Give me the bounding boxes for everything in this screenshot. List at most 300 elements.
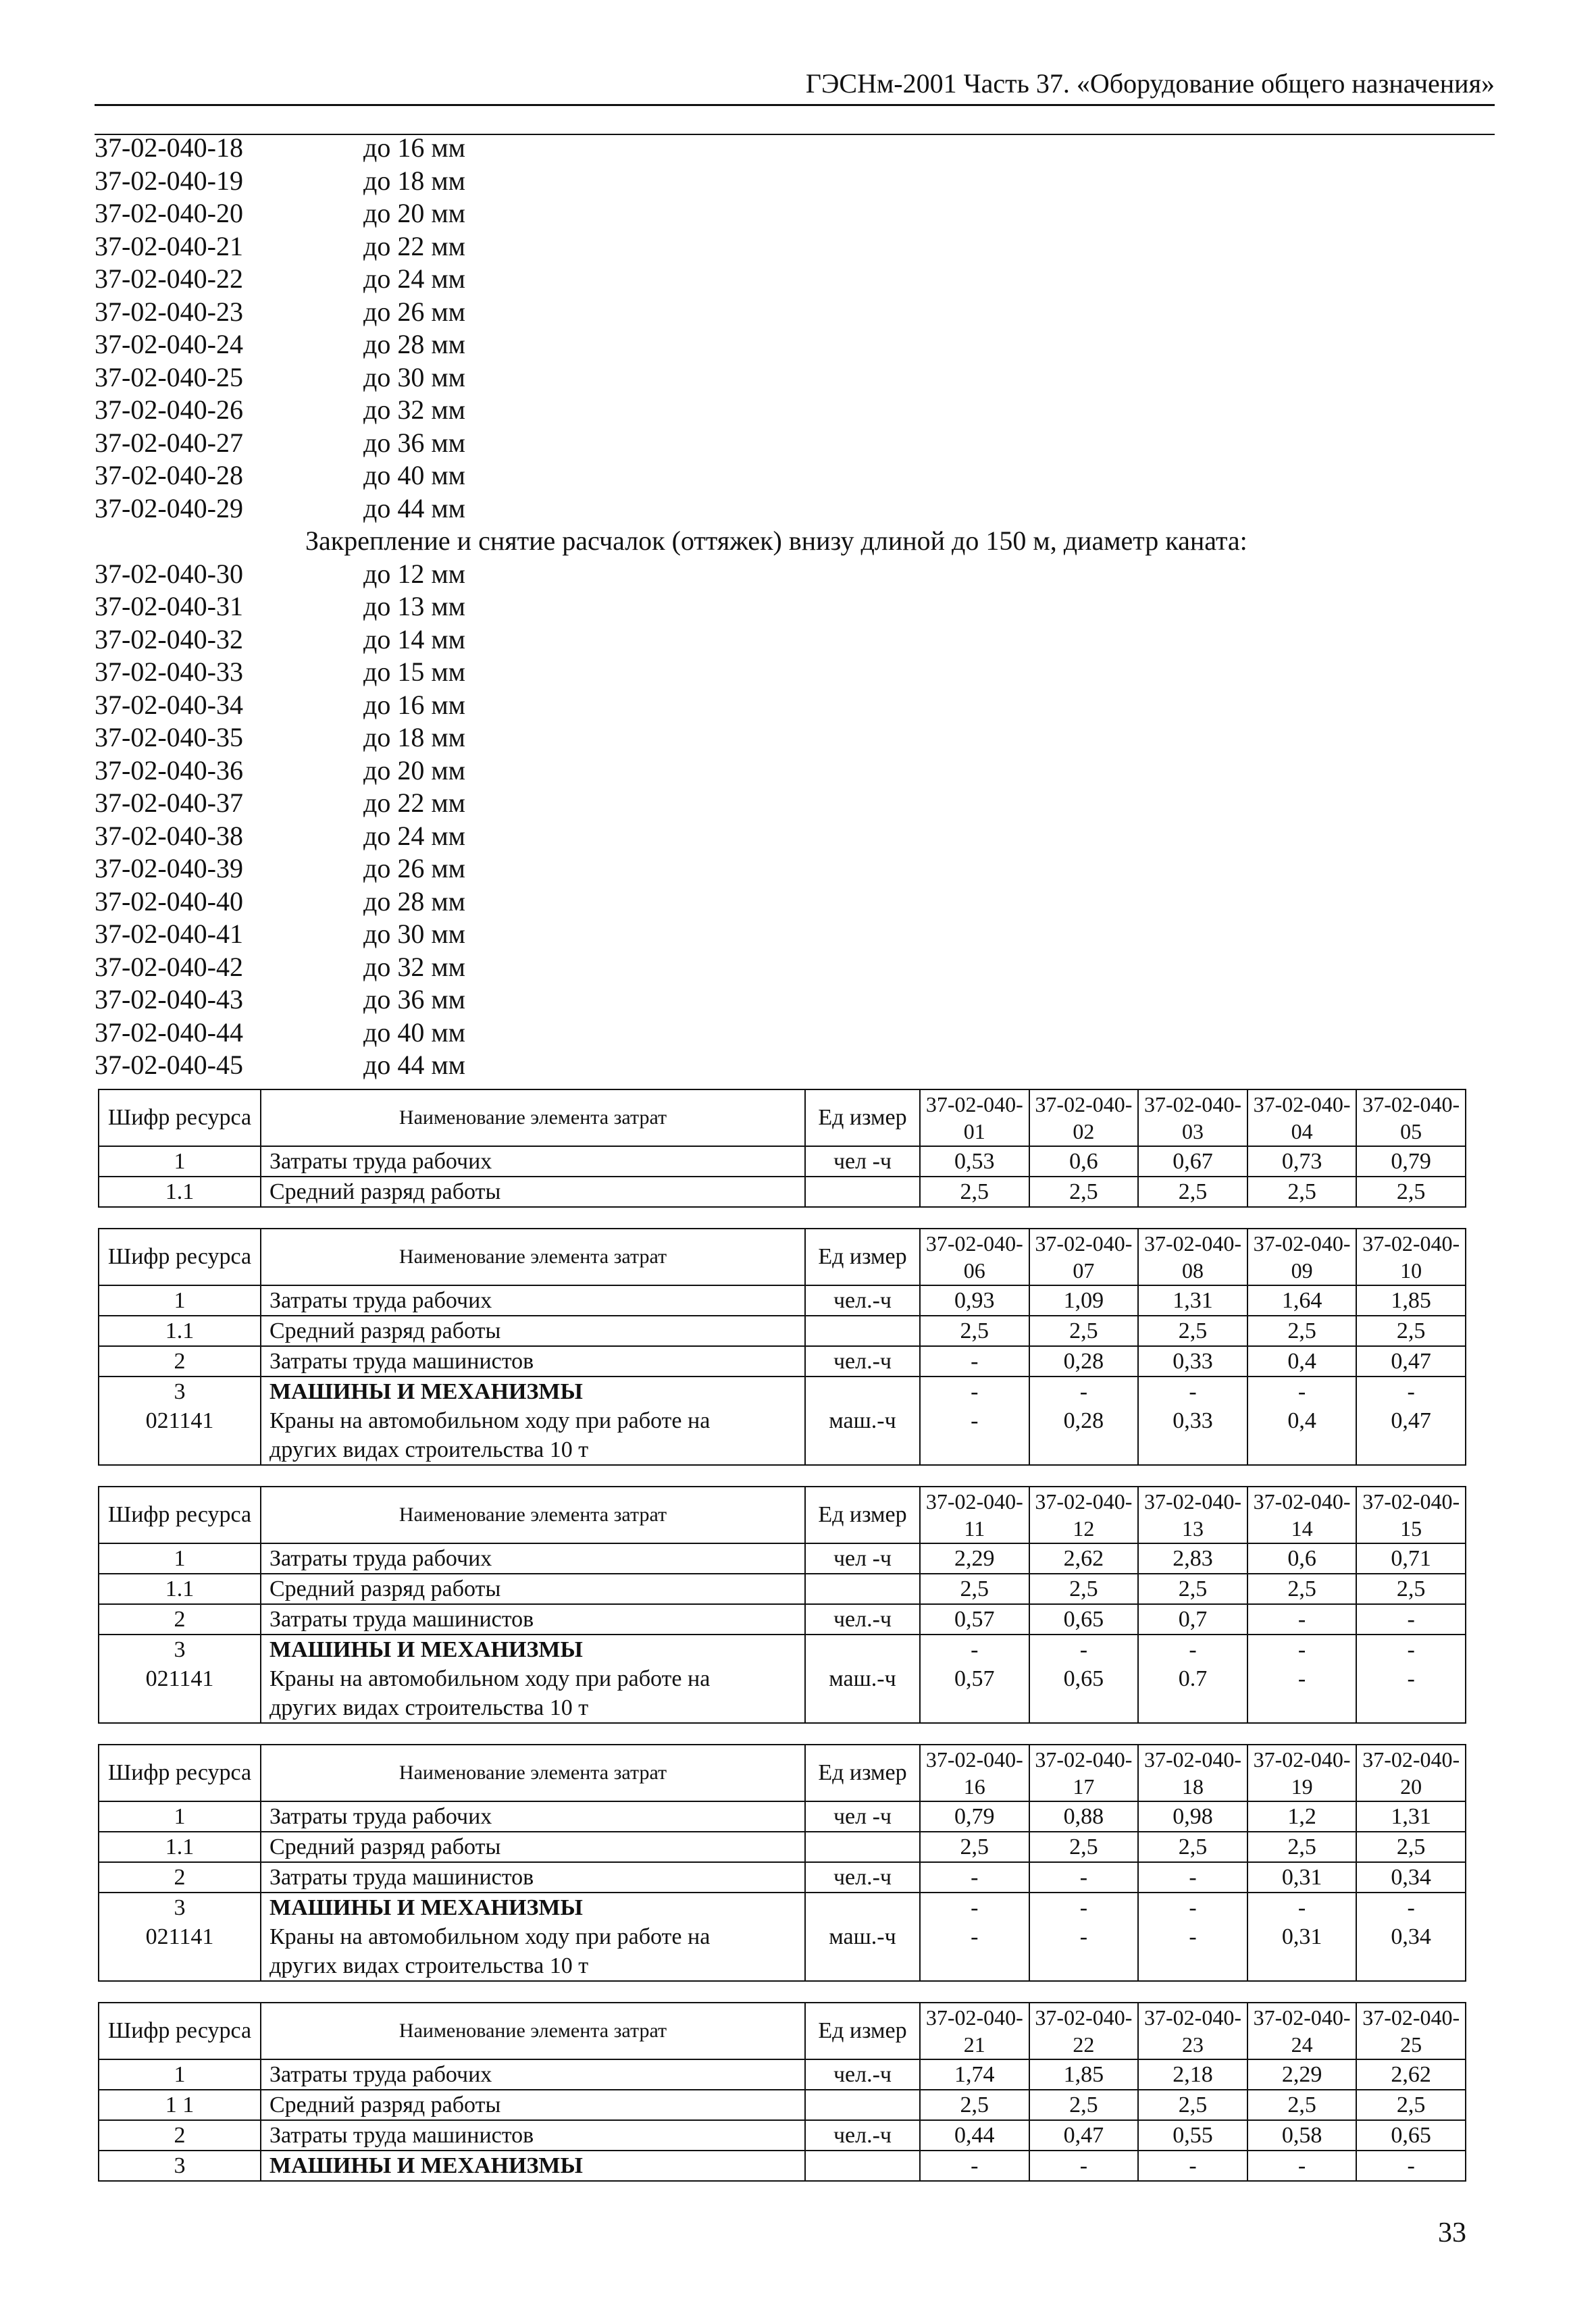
cell-unit: чел -ч bbox=[805, 1801, 920, 1832]
cell-shifr: 1 bbox=[99, 2059, 261, 2090]
cell-value: 2,5 bbox=[1247, 2090, 1357, 2120]
code-number: 37-02-040-19 bbox=[95, 165, 243, 196]
code-row bbox=[95, 852, 1499, 885]
header-code: 37-02-040-15 bbox=[1356, 1487, 1466, 1543]
cell-value: - bbox=[920, 1406, 1029, 1435]
cell-unit bbox=[805, 1177, 920, 1207]
machines-title-row bbox=[99, 1377, 1466, 1406]
code-row bbox=[95, 754, 1499, 788]
code-description: до 40 мм bbox=[363, 460, 465, 490]
cell-value: 0,55 bbox=[1138, 2120, 1247, 2151]
cell-value: 2,62 bbox=[1029, 1543, 1139, 1574]
resource-table bbox=[98, 1089, 1466, 1208]
code-number: 37-02-040-43 bbox=[95, 984, 243, 1014]
cell-value: 2,5 bbox=[1029, 2090, 1139, 2120]
cell-value bbox=[1356, 1951, 1466, 1981]
resource-table bbox=[98, 2002, 1466, 2182]
table-row bbox=[99, 1177, 1466, 1207]
cell-value bbox=[920, 1435, 1029, 1465]
header-code: 37-02-040-12 bbox=[1029, 1487, 1139, 1543]
cell-value: 2,62 bbox=[1356, 2059, 1466, 2090]
cell-value: 2,5 bbox=[920, 1177, 1029, 1207]
cell-value: 0,67 bbox=[1138, 1146, 1247, 1177]
cell-value: 0,79 bbox=[1356, 1146, 1466, 1177]
cell-name: Средний разряд работы bbox=[261, 1177, 805, 1207]
cell-value: 0,65 bbox=[1029, 1604, 1139, 1635]
cell-value: - bbox=[1247, 1377, 1357, 1406]
cell-value: 0,6 bbox=[1029, 1146, 1139, 1177]
code-number: 37-02-040-39 bbox=[95, 853, 243, 883]
table-row bbox=[99, 1862, 1466, 1893]
cell-value: 1,74 bbox=[920, 2059, 1029, 2090]
cell-name: Затраты труда рабочих bbox=[261, 1543, 805, 1574]
cell-value: 2,5 bbox=[1247, 1574, 1357, 1604]
cell-value: 0,31 bbox=[1247, 1862, 1357, 1893]
code-row bbox=[95, 951, 1499, 984]
cell-value bbox=[1029, 1693, 1139, 1723]
header-code: 37-02-040-21 bbox=[920, 2003, 1029, 2059]
cell-unit: чел.-ч bbox=[805, 2059, 920, 2090]
cell-value: - bbox=[1247, 2151, 1357, 2181]
section-heading: Закрепление и снятие расчалок (оттяжек) внизу длиной до 150 м, диаметр каната: bbox=[305, 525, 1247, 556]
header-code: 37-02-040-18 bbox=[1138, 1745, 1247, 1801]
machine-item-name-cont: других видах строительства 10 т bbox=[261, 1435, 805, 1465]
cell-name: Затраты труда машинистов bbox=[261, 1346, 805, 1377]
code-description: до 36 мм bbox=[363, 984, 465, 1014]
cell-unit: чел.-ч bbox=[805, 1346, 920, 1377]
machine-item-name-cont: других видах строительства 10 т bbox=[261, 1951, 805, 1981]
cell-value bbox=[920, 1693, 1029, 1723]
code-number: 37-02-040-32 bbox=[95, 623, 243, 654]
code-row bbox=[95, 197, 1499, 230]
machine-item-row bbox=[99, 1922, 1466, 1951]
cell-value: 2,5 bbox=[1356, 2090, 1466, 2120]
table-row bbox=[99, 1801, 1466, 1832]
cell-shifr: 021141 bbox=[99, 1406, 261, 1435]
cell-shifr: 2 bbox=[99, 2120, 261, 2151]
machine-item-row bbox=[99, 1664, 1466, 1693]
cell-value: - bbox=[920, 1922, 1029, 1951]
cell-unit bbox=[805, 2151, 920, 2181]
cell-value: 2,5 bbox=[1138, 1316, 1247, 1346]
code-description: до 26 мм bbox=[363, 853, 465, 883]
table-row bbox=[99, 1574, 1466, 1604]
cell-shifr: 021141 bbox=[99, 1664, 261, 1693]
code-row bbox=[95, 820, 1499, 853]
machine-item-row-cont bbox=[99, 1693, 1466, 1723]
cell-value: 2,5 bbox=[920, 1316, 1029, 1346]
table-row bbox=[99, 1285, 1466, 1316]
cell-shifr: 1 bbox=[99, 1801, 261, 1832]
header-unit: Ед измер bbox=[805, 1745, 920, 1801]
cell-name: Средний разряд работы bbox=[261, 1574, 805, 1604]
header-shifr: Шифр ресурса bbox=[99, 2003, 261, 2059]
cell-value: 0,6 bbox=[1247, 1543, 1357, 1574]
cell-unit: маш.-ч bbox=[805, 1406, 920, 1435]
cell-value: - bbox=[1356, 1377, 1466, 1406]
header-name: Наименование элемента затрат bbox=[261, 1487, 805, 1543]
cell-value: 2,5 bbox=[920, 1832, 1029, 1862]
cell-shifr: 1.1 bbox=[99, 1177, 261, 1207]
code-number: 37-02-040-21 bbox=[95, 230, 243, 261]
cell-value: - bbox=[920, 2151, 1029, 2181]
code-description: до 30 мм bbox=[363, 919, 465, 949]
cell-value: 1,31 bbox=[1138, 1285, 1247, 1316]
cell-value: 2,5 bbox=[1138, 1177, 1247, 1207]
cell-value: 2,5 bbox=[1138, 2090, 1247, 2120]
code-description: до 22 мм bbox=[363, 230, 465, 261]
header-code: 37-02-040-02 bbox=[1029, 1089, 1139, 1146]
cell-value: 0,47 bbox=[1356, 1406, 1466, 1435]
code-description: до 20 мм bbox=[363, 198, 465, 228]
header-code: 37-02-040-23 bbox=[1138, 2003, 1247, 2059]
header-code: 37-02-040-25 bbox=[1356, 2003, 1466, 2059]
header-code: 37-02-040-16 bbox=[920, 1745, 1029, 1801]
code-description: до 32 мм bbox=[363, 394, 465, 425]
code-number: 37-02-040-31 bbox=[95, 591, 243, 621]
header-code: 37-02-040-19 bbox=[1247, 1745, 1357, 1801]
cell-value: - bbox=[1247, 1635, 1357, 1664]
cell-value: - bbox=[1029, 1635, 1139, 1664]
cell-unit: чел -ч bbox=[805, 1543, 920, 1574]
cell-value: 1,09 bbox=[1029, 1285, 1139, 1316]
header-name: Наименование элемента затрат bbox=[261, 2003, 805, 2059]
cell-unit: чел.-ч bbox=[805, 1285, 920, 1316]
machine-item-name: Краны на автомобильном ходу при работе на bbox=[261, 1406, 805, 1435]
table-row bbox=[99, 2059, 1466, 2090]
code-row bbox=[95, 656, 1499, 689]
code-number: 37-02-040-29 bbox=[95, 492, 243, 523]
cell-value bbox=[1247, 1693, 1357, 1723]
cell-value: 0,7 bbox=[1138, 1604, 1247, 1635]
code-row bbox=[95, 689, 1499, 722]
cell-value: 2,5 bbox=[1029, 1574, 1139, 1604]
code-number: 37-02-040-35 bbox=[95, 722, 243, 752]
code-number: 37-02-040-22 bbox=[95, 263, 243, 294]
code-row bbox=[95, 492, 1499, 525]
code-number: 37-02-040-38 bbox=[95, 820, 243, 851]
header-code: 37-02-040-14 bbox=[1247, 1487, 1357, 1543]
code-description: до 40 мм bbox=[363, 1017, 465, 1048]
table-row bbox=[99, 1604, 1466, 1635]
cell-value: 2,5 bbox=[1029, 1177, 1139, 1207]
cell-value bbox=[1138, 1435, 1247, 1465]
cell-unit: чел.-ч bbox=[805, 1604, 920, 1635]
header-code: 37-02-040-20 bbox=[1356, 1745, 1466, 1801]
code-number: 37-02-040-24 bbox=[95, 329, 243, 359]
cell-value: - bbox=[1029, 1893, 1139, 1922]
code-description: до 18 мм bbox=[363, 165, 465, 196]
cell-value: 1,85 bbox=[1029, 2059, 1139, 2090]
code-description: до 30 мм bbox=[363, 361, 465, 392]
cell-value bbox=[1029, 1951, 1139, 1981]
header-code: 37-02-040-24 bbox=[1247, 2003, 1357, 2059]
cell-value: 2,5 bbox=[1247, 1177, 1357, 1207]
code-row bbox=[95, 263, 1499, 296]
cell-value bbox=[1356, 1693, 1466, 1723]
cell-unit: маш.-ч bbox=[805, 1664, 920, 1693]
code-description: до 12 мм bbox=[363, 558, 465, 589]
cell-value: 2,5 bbox=[1138, 1832, 1247, 1862]
cell-unit bbox=[805, 1951, 920, 1981]
cell-value: 2,5 bbox=[1356, 1832, 1466, 1862]
cell-name: Затраты труда рабочих bbox=[261, 1801, 805, 1832]
cell-shifr: 021141 bbox=[99, 1922, 261, 1951]
code-row bbox=[95, 132, 1499, 165]
machine-item-name: Краны на автомобильном ходу при работе на bbox=[261, 1664, 805, 1693]
code-row bbox=[95, 1049, 1499, 1082]
machines-title: МАШИНЫ И МЕХАНИЗМЫ bbox=[261, 1893, 805, 1922]
cell-shifr: 2 bbox=[99, 1604, 261, 1635]
cell-value: 2,5 bbox=[920, 2090, 1029, 2120]
header-code: 37-02-040-11 bbox=[920, 1487, 1029, 1543]
table-header-row bbox=[99, 1487, 1466, 1543]
code-description: до 28 мм bbox=[363, 885, 465, 917]
cell-value: - bbox=[1356, 1664, 1466, 1693]
cell-shifr bbox=[99, 1435, 261, 1465]
table-row bbox=[99, 1346, 1466, 1377]
code-number: 37-02-040-33 bbox=[95, 657, 243, 687]
cell-shifr bbox=[99, 1693, 261, 1723]
code-description: до 16 мм bbox=[363, 132, 465, 163]
cell-value: 0,93 bbox=[920, 1285, 1029, 1316]
cell-value: 0,31 bbox=[1247, 1922, 1357, 1951]
cell-value: - bbox=[920, 1377, 1029, 1406]
code-description: до 44 мм bbox=[363, 1050, 465, 1080]
machine-item-row-cont bbox=[99, 1951, 1466, 1981]
cell-value: - bbox=[1029, 1922, 1139, 1951]
table-header-row bbox=[99, 1745, 1466, 1801]
cell-value: 2,5 bbox=[1029, 1832, 1139, 1862]
cell-value: 0,34 bbox=[1356, 1922, 1466, 1951]
code-row bbox=[95, 427, 1499, 460]
cell-value: 0,88 bbox=[1029, 1801, 1139, 1832]
code-number: 37-02-040-36 bbox=[95, 754, 243, 786]
cell-value: - bbox=[1138, 1893, 1247, 1922]
header-shifr: Шифр ресурса bbox=[99, 1745, 261, 1801]
code-row bbox=[95, 623, 1499, 657]
header-code: 37-02-040-01 bbox=[920, 1089, 1029, 1146]
cell-shifr: 3 bbox=[99, 1377, 261, 1406]
table-header-row bbox=[99, 1229, 1466, 1285]
cell-value bbox=[920, 1951, 1029, 1981]
code-number: 37-02-040-23 bbox=[95, 296, 243, 327]
code-number: 37-02-040-44 bbox=[95, 1017, 243, 1048]
cell-value: 2,5 bbox=[1029, 1316, 1139, 1346]
code-description: до 26 мм bbox=[363, 296, 465, 327]
cell-value: 2,5 bbox=[920, 1574, 1029, 1604]
cell-value: - bbox=[1247, 1664, 1357, 1693]
cell-name: Затраты труда рабочих bbox=[261, 1146, 805, 1177]
cell-name: Средний разряд работы bbox=[261, 1316, 805, 1346]
cell-value: 0,28 bbox=[1029, 1346, 1139, 1377]
code-description: до 44 мм bbox=[363, 492, 465, 523]
cell-name: Затраты труда рабочих bbox=[261, 2059, 805, 2090]
cell-value: 0,4 bbox=[1247, 1406, 1357, 1435]
code-row bbox=[95, 590, 1499, 623]
table-header-row bbox=[99, 1089, 1466, 1146]
cell-value: - bbox=[1356, 1893, 1466, 1922]
table-row bbox=[99, 1146, 1466, 1177]
cell-name: Средний разряд работы bbox=[261, 2090, 805, 2120]
code-description: до 32 мм bbox=[363, 951, 465, 982]
header-code: 37-02-040-09 bbox=[1247, 1229, 1357, 1285]
code-number: 37-02-040-30 bbox=[95, 558, 243, 589]
cell-unit bbox=[805, 1635, 920, 1664]
code-row bbox=[95, 885, 1499, 919]
header-code: 37-02-040-08 bbox=[1138, 1229, 1247, 1285]
cell-shifr: 1 bbox=[99, 1285, 261, 1316]
cell-value bbox=[1247, 1435, 1357, 1465]
cell-value: - bbox=[1138, 2151, 1247, 2181]
cell-value: 0,57 bbox=[920, 1604, 1029, 1635]
header-name: Наименование элемента затрат bbox=[261, 1229, 805, 1285]
cell-value: - bbox=[1029, 2151, 1139, 2181]
cell-value: 0,79 bbox=[920, 1801, 1029, 1832]
cell-value: 0,57 bbox=[920, 1664, 1029, 1693]
header-name: Наименование элемента затрат bbox=[261, 1745, 805, 1801]
cell-unit bbox=[805, 1435, 920, 1465]
code-number: 37-02-040-34 bbox=[95, 689, 243, 720]
header-name: Наименование элемента затрат bbox=[261, 1089, 805, 1146]
cell-unit: маш.-ч bbox=[805, 1922, 920, 1951]
cell-value: - bbox=[1247, 1604, 1357, 1635]
code-row bbox=[95, 361, 1499, 394]
cell-value: 2,5 bbox=[1356, 1316, 1466, 1346]
machines-title-row bbox=[99, 1893, 1466, 1922]
resource-table bbox=[98, 1486, 1466, 1724]
machine-item-name: Краны на автомобильном ходу при работе на bbox=[261, 1922, 805, 1951]
cell-unit bbox=[805, 2090, 920, 2120]
cell-unit bbox=[805, 1893, 920, 1922]
code-number: 37-02-040-41 bbox=[95, 919, 243, 949]
cell-value: - bbox=[1138, 1922, 1247, 1951]
code-description: до 24 мм bbox=[363, 263, 465, 294]
code-description: до 16 мм bbox=[363, 689, 465, 720]
cell-unit bbox=[805, 1693, 920, 1723]
page-header bbox=[95, 66, 1495, 106]
cell-shifr: 1 bbox=[99, 1543, 261, 1574]
header-code: 37-02-040-10 bbox=[1356, 1229, 1466, 1285]
cell-value: - bbox=[1356, 1635, 1466, 1664]
resource-table bbox=[98, 1744, 1466, 1982]
header-code: 37-02-040-06 bbox=[920, 1229, 1029, 1285]
table-row bbox=[99, 1543, 1466, 1574]
machine-item-row bbox=[99, 1406, 1466, 1435]
cell-value: 2,83 bbox=[1138, 1543, 1247, 1574]
machines-title-row bbox=[99, 1635, 1466, 1664]
cell-value: 0,4 bbox=[1247, 1346, 1357, 1377]
header-code: 37-02-040-17 bbox=[1029, 1745, 1139, 1801]
code-description: до 13 мм bbox=[363, 591, 465, 621]
code-row bbox=[95, 1017, 1499, 1050]
cell-unit bbox=[805, 1377, 920, 1406]
cell-value: 0,34 bbox=[1356, 1862, 1466, 1893]
machines-title: МАШИНЫ И МЕХАНИЗМЫ bbox=[261, 2151, 805, 2181]
cell-unit: чел.-ч bbox=[805, 2120, 920, 2151]
cell-value: 1,2 bbox=[1247, 1801, 1357, 1832]
table-row bbox=[99, 1316, 1466, 1346]
cell-value: 0,58 bbox=[1247, 2120, 1357, 2151]
code-row bbox=[95, 296, 1499, 329]
cell-value: - bbox=[1356, 1604, 1466, 1635]
header-code: 37-02-040-07 bbox=[1029, 1229, 1139, 1285]
page-number: 33 bbox=[1438, 2217, 1466, 2248]
cell-value: - bbox=[920, 1862, 1029, 1893]
cell-unit bbox=[805, 1316, 920, 1346]
cell-unit: чел -ч bbox=[805, 1146, 920, 1177]
cell-value: - bbox=[1138, 1862, 1247, 1893]
cell-value: 2,5 bbox=[1247, 1832, 1357, 1862]
machine-item-name-cont: других видах строительства 10 т bbox=[261, 1693, 805, 1723]
cell-name: Затраты труда машинистов bbox=[261, 2120, 805, 2151]
cell-name: Затраты труда машинистов bbox=[261, 1862, 805, 1893]
section-heading-row bbox=[95, 525, 1499, 558]
code-number: 37-02-040-28 bbox=[95, 460, 243, 490]
header-code: 37-02-040-13 bbox=[1138, 1487, 1247, 1543]
cell-value: 0.7 bbox=[1138, 1664, 1247, 1693]
cell-value: 0,47 bbox=[1029, 2120, 1139, 2151]
cell-value: 1,64 bbox=[1247, 1285, 1357, 1316]
cell-value: - bbox=[1138, 1635, 1247, 1664]
cell-value: - bbox=[1356, 2151, 1466, 2181]
header-shifr: Шифр ресурса bbox=[99, 1089, 261, 1146]
cell-value: 2,18 bbox=[1138, 2059, 1247, 2090]
cell-value: 0,33 bbox=[1138, 1346, 1247, 1377]
cell-value: 0,73 bbox=[1247, 1146, 1357, 1177]
code-number: 37-02-040-42 bbox=[95, 951, 243, 982]
cell-value: 0,98 bbox=[1138, 1801, 1247, 1832]
cell-value bbox=[1247, 1951, 1357, 1981]
cell-shifr: 2 bbox=[99, 1862, 261, 1893]
code-description: до 24 мм bbox=[363, 820, 465, 851]
code-number: 37-02-040-20 bbox=[95, 198, 243, 228]
cell-value: 0,28 bbox=[1029, 1406, 1139, 1435]
cell-shifr: 3 bbox=[99, 2151, 261, 2181]
code-row bbox=[95, 165, 1499, 198]
code-row bbox=[95, 787, 1499, 820]
cell-value: 2,5 bbox=[1247, 1316, 1357, 1346]
cell-value: 0,65 bbox=[1356, 2120, 1466, 2151]
cell-value: - bbox=[1247, 1893, 1357, 1922]
header-code: 37-02-040-05 bbox=[1356, 1089, 1466, 1146]
table-row bbox=[99, 1832, 1466, 1862]
code-description: до 15 мм bbox=[363, 657, 465, 687]
cell-value: 2,5 bbox=[1356, 1574, 1466, 1604]
cell-value: - bbox=[1029, 1862, 1139, 1893]
cell-shifr: 1.1 bbox=[99, 1316, 261, 1346]
cell-value bbox=[1138, 1693, 1247, 1723]
cell-shifr: 2 bbox=[99, 1346, 261, 1377]
header-code: 37-02-040-22 bbox=[1029, 2003, 1139, 2059]
machines-title-row bbox=[99, 2151, 1466, 2181]
header-unit: Ед измер bbox=[805, 1229, 920, 1285]
code-row bbox=[95, 918, 1499, 951]
cell-value: 1,85 bbox=[1356, 1285, 1466, 1316]
cell-value: 0,47 bbox=[1356, 1346, 1466, 1377]
cell-shifr: 3 bbox=[99, 1893, 261, 1922]
cell-value: - bbox=[920, 1635, 1029, 1664]
resource-tables bbox=[98, 1089, 1465, 2202]
code-row bbox=[95, 230, 1499, 263]
code-list bbox=[95, 132, 1499, 1082]
code-number: 37-02-040-25 bbox=[95, 361, 243, 392]
resource-table bbox=[98, 1228, 1466, 1466]
cell-name: Затраты труда машинистов bbox=[261, 1604, 805, 1635]
code-description: до 14 мм bbox=[363, 623, 465, 654]
code-description: до 28 мм bbox=[363, 329, 465, 359]
cell-shifr: 1 1 bbox=[99, 2090, 261, 2120]
